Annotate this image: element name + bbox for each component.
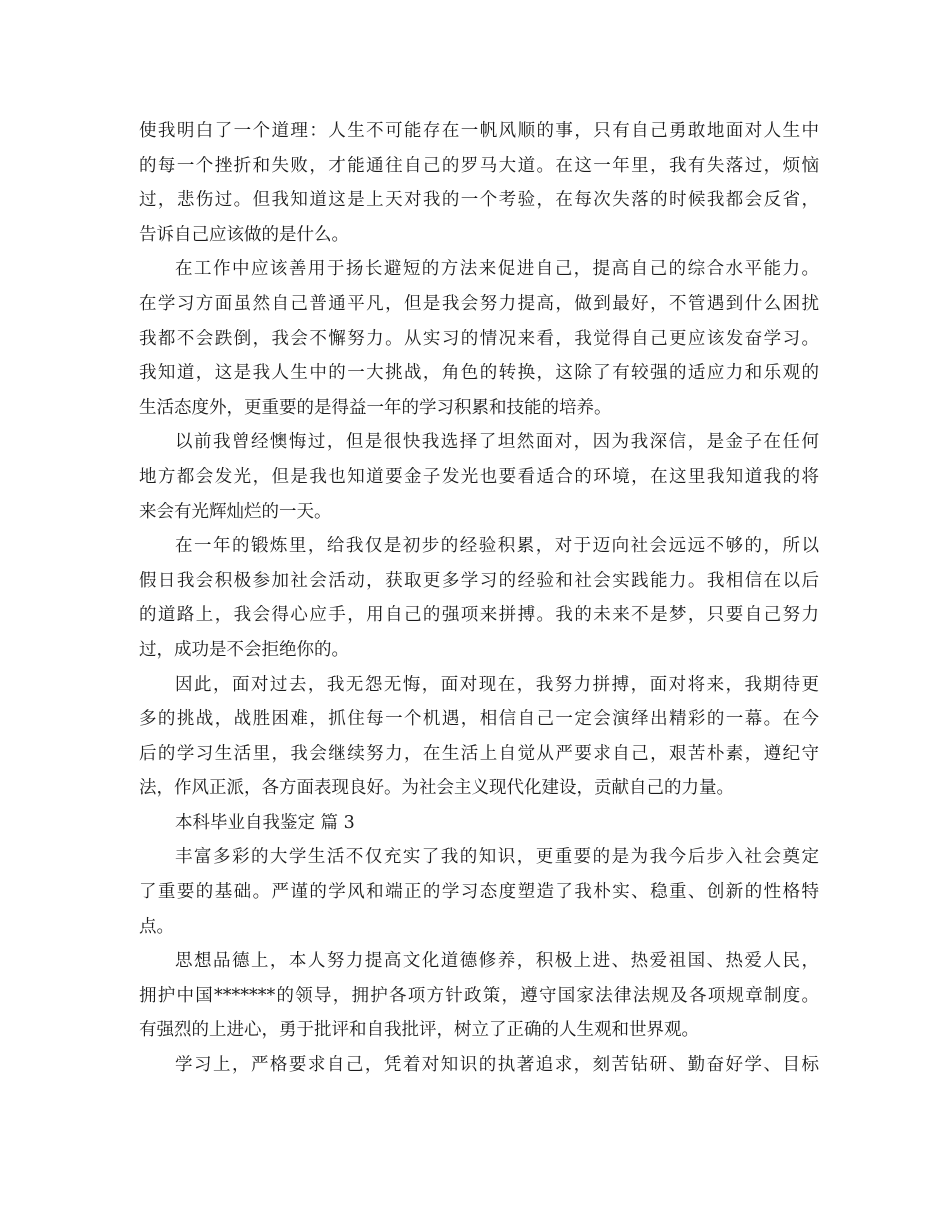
text-line: 我知道，这是我人生中的一大挑战，角色的转换，这除了有较强的适应力和乐观的 [139,363,819,384]
text-line: 点。 [139,916,174,937]
text-line: 使我明白了一个道理：人生不可能存在一帆风顺的事，只有自己勇敢地面对人生中 [139,121,819,141]
text-line: 在工作中应该善用于扬长避短的方法来促进自己，提高自己的综合水平能力。 [175,259,819,280]
text-line: 在学习方面虽然自己普通平凡，但是我会努力提高，做到最好，不管遇到什么困扰 [139,293,819,314]
text-line: 思想品德上，本人努力提高文化道德修养，积极上进、热爱祖国、热爱人民， [175,951,819,972]
text-line: 过，成功是不会拒绝你的。 [139,639,349,660]
text-line: 告诉自己应该做的是什么。 [139,224,349,245]
text-line: 有强烈的上进心，勇于批评和自我批评，树立了正确的人生观和世界观。 [139,1020,699,1041]
text-line: 丰富多彩的大学生活不仅充实了我的知识，更重要的是为我今后步入社会奠定 [175,847,819,868]
section-heading: 本科毕业自我鉴定 篇 3 [175,812,355,833]
text-line: 来会有光辉灿烂的一天。 [139,501,332,522]
text-line: 法，作风正派，各方面表现良好。为社会主义现代化建设，贡献自己的力量。 [139,778,734,799]
document-body [139,114,819,1083]
text-line: 了重要的基础。严谨的学风和端正的学习态度塑造了我朴实、稳重、创新的性格特 [139,882,819,903]
text-line: 后的学习生活里，我会继续努力，在生活上自觉从严要求自己，艰苦朴素，遵纪守 [139,743,819,764]
text-line: 学习上，严格要求自己，凭着对知识的执著追求，刻苦钻研、勤奋好学、目标 [175,1055,819,1076]
text-line: 拥护中国*******的领导，拥护各项方针政策，遵守国家法律法规及各项规章制度。 [139,985,819,1006]
text-line: 的每一个挫折和失败，才能通往自己的罗马大道。在这一年里，我有失落过，烦恼 [139,155,819,176]
text-line: 生活态度外，更重要的是得益一年的学习积累和技能的培养。 [139,397,612,418]
text-line: 以前我曾经懊悔过，但是很快我选择了坦然面对，因为我深信，是金子在任何 [175,432,819,453]
text-line: 的道路上，我会得心应手，用自己的强项来拼搏。我的未来不是梦，只要自己努力 [139,605,819,626]
text-line: 因此，面对过去，我无怨无悔，面对现在，我努力拼搏，面对将来，我期待更 [175,674,819,695]
text-line: 过，悲伤过。但我知道这是上天对我的一个考验，在每次失落的时候我都会反省， [139,190,819,211]
text-line: 我都不会跌倒，我会不懈努力。从实习的情况来看，我觉得自己更应该发奋学习。 [139,328,819,349]
text-line: 多的挑战，战胜困难，抓住每一个机遇，相信自己一定会演绎出精彩的一幕。在今 [139,709,819,730]
text-line: 假日我会积极参加社会活动，获取更多学习的经验和社会实践能力。我相信在以后 [139,570,819,591]
text-line: 在一年的锻炼里，给我仅是初步的经验积累，对于迈向社会远远不够的，所以 [175,536,819,557]
text-line: 地方都会发光，但是我也知道要金子发光也要看适合的环境，在这里我知道我的将 [139,466,819,487]
